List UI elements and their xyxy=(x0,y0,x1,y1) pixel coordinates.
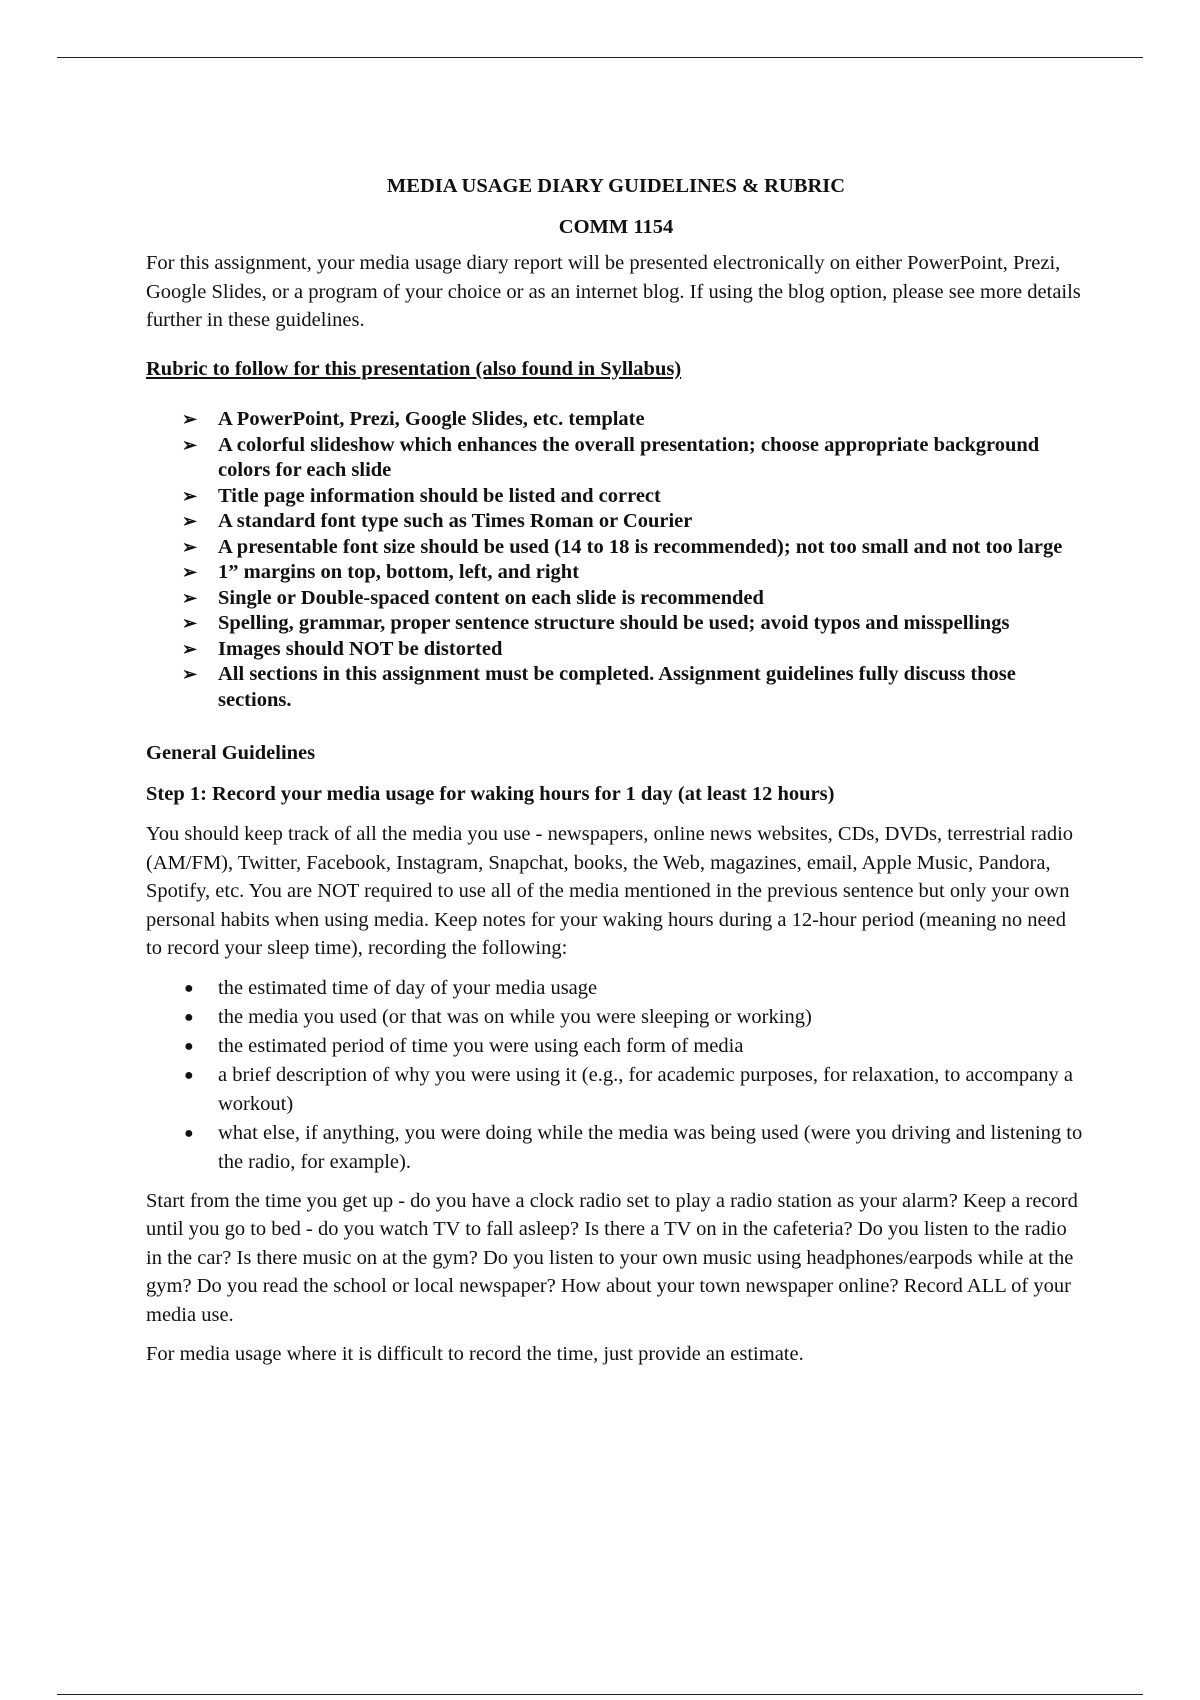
intro-paragraph: For this assignment, your media usage diary report will be presented electronically on either PowerPoint, Prezi, Google Slides, or a program of your choice or as an internet blog. If using the blog option, please see more details further in these guidelines. xyxy=(146,252,1081,331)
record-item-text: the estimated period of time you were using each form of media xyxy=(218,1034,744,1057)
rubric-item-text: All sections in this assignment must be completed. Assignment guidelines fully discuss those sections. xyxy=(218,663,1016,711)
rubric-item xyxy=(146,560,1086,586)
start-paragraph: Start from the time you get up - do you have a clock radio set to play a radio station as your alarm? Keep a record until you go to bed - do you watch TV to fall asleep? Is there a TV on in the cafeteria? Do you listen to the radio in the car? Is there music on at the gym? Do you listen to your own music using headphones/earpods while at the gym? Do you read the school or local newspaper? How about your town newspaper online? Record ALL of your media use. xyxy=(146,1189,1078,1326)
record-item xyxy=(146,1003,1086,1032)
record-item-text: what else, if anything, you were doing while the media was being used (were you driving and listening to the radio, for example). xyxy=(218,1121,1083,1173)
record-item-text: the media you used (or that was on while you were sleeping or working) xyxy=(218,1005,812,1028)
record-list xyxy=(146,974,1086,1177)
document-body xyxy=(146,172,1086,1380)
rubric-item-text: A presentable font size should be used (14 to 18 is recommended); not too small and not too large xyxy=(218,535,1063,558)
record-item xyxy=(146,1032,1086,1061)
rubric-item xyxy=(146,586,1086,612)
rubric-item xyxy=(146,509,1086,535)
arrow-bullet-icon: ➢ xyxy=(182,409,198,429)
record-item xyxy=(146,1119,1086,1177)
step1-heading: Step 1: Record your media usage for waking hours for 1 day (at least 12 hours) xyxy=(146,782,835,805)
course-code: COMM 1154 xyxy=(558,215,674,238)
rubric-item xyxy=(146,484,1086,510)
rubric-item-text: Single or Double-spaced content on each slide is recommended xyxy=(218,586,764,609)
estimate-paragraph: For media usage where it is difficult to record the time, just provide an estimate. xyxy=(146,1343,804,1365)
rubric-heading: Rubric to follow for this presentation (also found in Syllabus) xyxy=(146,357,682,380)
dot-bullet-icon: ● xyxy=(184,1008,194,1026)
arrow-bullet-icon: ➢ xyxy=(182,485,198,506)
record-item xyxy=(146,974,1086,1003)
arrow-bullet-icon: ➢ xyxy=(182,562,198,582)
arrow-bullet-icon: ➢ xyxy=(182,536,198,557)
record-item xyxy=(146,1061,1086,1119)
arrow-bullet-icon: ➢ xyxy=(182,434,198,455)
rubric-item xyxy=(146,535,1086,561)
record-item-text: the estimated time of day of your media usage xyxy=(218,976,598,999)
rubric-item-text: 1” margins on top, bottom, left, and right xyxy=(218,561,580,583)
dot-bullet-icon: ● xyxy=(184,1066,194,1084)
rubric-item xyxy=(146,407,1086,433)
general-guidelines-heading: General Guidelines xyxy=(146,742,316,764)
rubric-item xyxy=(146,662,1086,713)
rubric-item-text: A colorful slideshow which enhances the overall presentation; choose appropriate background colors for each slide xyxy=(218,433,1040,481)
rubric-item-text: Spelling, grammar, proper sentence structure should be used; avoid typos and misspellings xyxy=(218,612,1010,634)
rubric-item xyxy=(146,637,1086,663)
rubric-item-text: Title page information should be listed and correct xyxy=(218,484,661,507)
arrow-bullet-icon: ➢ xyxy=(182,613,198,633)
arrow-bullet-icon: ➢ xyxy=(182,664,198,684)
step1-paragraph: You should keep track of all the media you use - newspapers, online news websites, CDs, DVDs, terrestrial radio (AM/FM), Twitter, Facebook, Instagram, Snapchat, books, the Web, magazines, email, Apple Music, Pandora, Spotify, etc. You are NOT required to use all of the media mentioned in the previous sentence but only your own personal habits when using media. Keep notes for your waking hours during a 12-hour period (meaning no need to record your sleep time), recording the following: xyxy=(146,823,1074,959)
rubric-item-text: A standard font type such as Times Roman or Courier xyxy=(218,510,693,532)
document-title: MEDIA USAGE DIARY GUIDELINES & RUBRIC xyxy=(386,175,846,197)
arrow-bullet-icon: ➢ xyxy=(182,587,198,608)
rubric-list xyxy=(146,407,1086,713)
top-divider xyxy=(57,57,1143,58)
rubric-item xyxy=(146,611,1086,637)
record-item-text: a brief description of why you were using it (e.g., for academic purposes, for relaxation, to accompany a workout) xyxy=(218,1063,1074,1115)
dot-bullet-icon: ● xyxy=(184,1037,194,1055)
bottom-divider xyxy=(57,1694,1143,1695)
dot-bullet-icon: ● xyxy=(184,1124,194,1142)
rubric-item xyxy=(146,433,1086,484)
arrow-bullet-icon: ➢ xyxy=(182,511,198,531)
dot-bullet-icon: ● xyxy=(184,979,194,997)
rubric-item-text: Images should NOT be distorted xyxy=(218,637,503,660)
arrow-bullet-icon: ➢ xyxy=(182,638,198,659)
rubric-item-text: A PowerPoint, Prezi, Google Slides, etc. template xyxy=(218,408,645,430)
